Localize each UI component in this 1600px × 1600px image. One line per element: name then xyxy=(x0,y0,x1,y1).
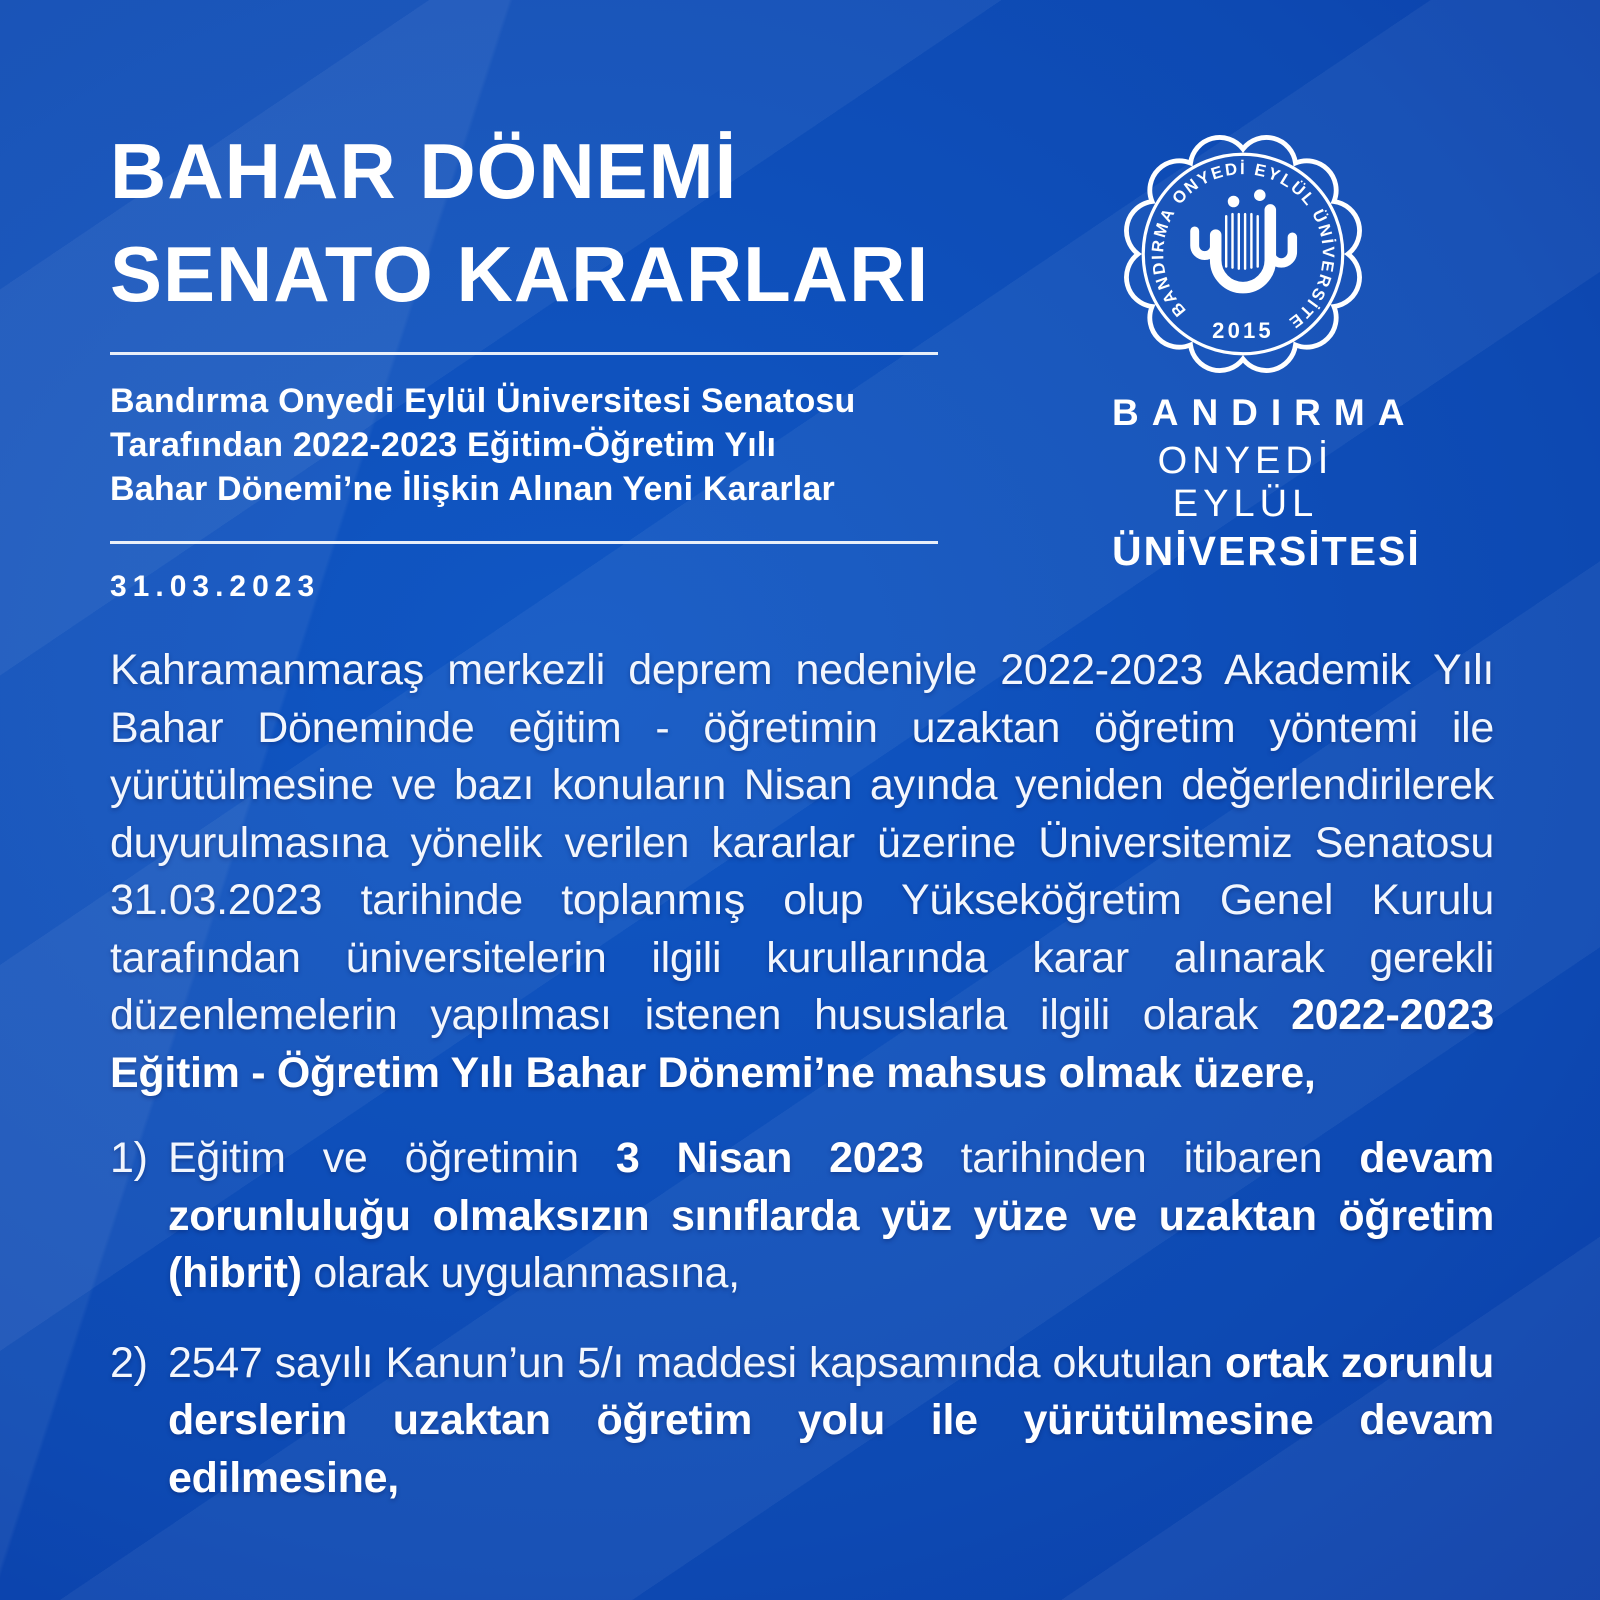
divider-top xyxy=(110,352,938,355)
item-text: 2547 sayılı Kanun’un 5/ı maddesi kapsamında okutulan ortak zorunlu derslerin uzaktan öğretim yolu ile yürütülmesine devam edilmesine, xyxy=(168,1338,1494,1502)
intro-paragraph: Kahramanmaraş merkezli deprem nedeniyle 2022-2023 Akademik Yılı Bahar Döneminde eğitim - öğretimin uzaktan öğretim yöntemi ile yürütülmesine ve bazı konuların Nisan ayında yeniden değerlendirilerek duyurulmasına yönelik verilen kararlar üzerine Üniversitemiz Senatosu 31.03.2023 tarihinde toplanmış olup Yükseköğretim Genel Kurulu tarafından üniversitelerin ilgili kurullarında karar alınarak gerekli düzenlemelerin yapılması istenen hususlarla ilgili olarak 2022-2023 Eğitim - Öğretim Yılı Bahar Dönemi’ne mahsus olmak üzere, xyxy=(110,646,1494,1097)
list-item-1 xyxy=(110,1130,1494,1303)
wordmark-line-1: BANDIRMA xyxy=(1112,392,1418,433)
seal-year: 2015 xyxy=(1212,318,1274,343)
wordmark-line-2: ONYEDİ EYLÜL xyxy=(1157,440,1334,525)
title-line-2: SENATO KARARLARI xyxy=(110,230,930,318)
list-item-2 xyxy=(110,1335,1494,1508)
subtitle-line-1: Bandırma Onyedi Eylül Üniversitesi Senatosu xyxy=(110,382,856,420)
subtitle-line-3: Bahar Dönemi’ne İlişkin Alınan Yeni Kararlar xyxy=(110,470,835,508)
wordmark-line-3: ÜNİVERSİTESİ xyxy=(1112,528,1421,574)
page-title xyxy=(110,120,940,326)
decision-date: 31.03.2023 xyxy=(110,570,321,603)
header xyxy=(110,120,940,544)
item-number: 1) xyxy=(110,1134,148,1182)
university-seal-icon xyxy=(1117,128,1369,380)
seal-circular-text: BANDIRMA ONYEDİ EYLÜL ÜNİVERSİTESİ xyxy=(1148,159,1338,333)
seal-hand-emblem-icon xyxy=(1195,189,1293,287)
item-number: 2) xyxy=(110,1338,148,1387)
university-logo xyxy=(1112,128,1421,575)
subtitle-line-2: Tarafından 2022-2023 Eğitim-Öğretim Yılı xyxy=(110,426,777,464)
title-line-1: BAHAR DÖNEMİ xyxy=(110,127,738,215)
university-wordmark xyxy=(1112,392,1421,575)
divider-bottom xyxy=(110,541,938,544)
subtitle xyxy=(110,379,940,511)
announcement-body xyxy=(110,642,1494,1539)
item-text: Eğitim ve öğretimin 3 Nisan 2023 tarihinden itibaren devam zorunluluğu olmaksızın sınıflarda yüz yüze ve uzaktan öğretim (hibrit) olarak uygulanmasına, xyxy=(168,1134,1494,1297)
